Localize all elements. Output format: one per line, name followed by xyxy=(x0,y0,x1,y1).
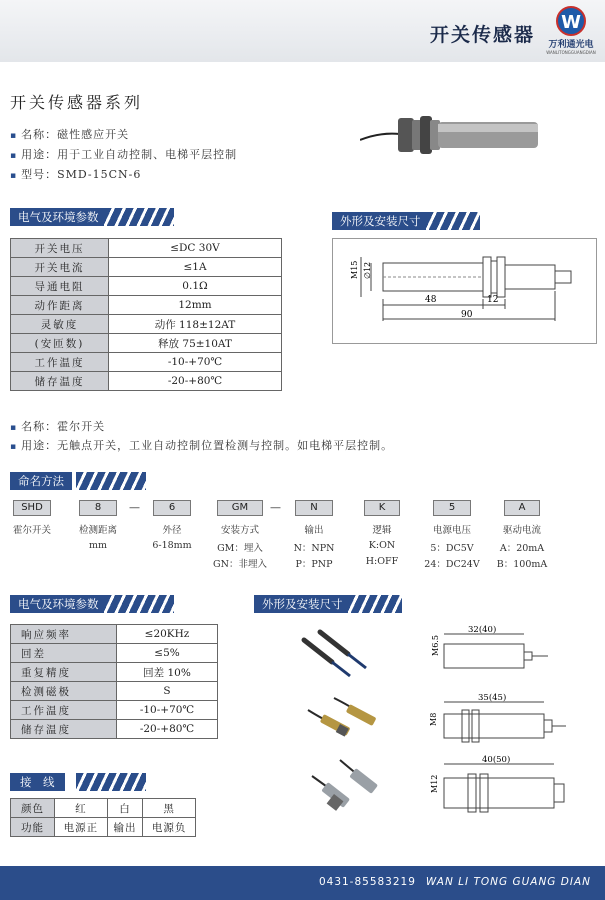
wiring-label: 功能 xyxy=(11,818,55,837)
wiring-label: 颜色 xyxy=(11,799,55,818)
param-value: S xyxy=(117,682,218,701)
param-name: 导通电阻 xyxy=(11,277,109,296)
table-row xyxy=(11,296,282,315)
wiring-table xyxy=(10,798,196,837)
naming-text: 逻辑 xyxy=(372,525,392,536)
section-wiring: 接 线 xyxy=(10,773,160,791)
hall-sensor-photo-3 xyxy=(312,760,378,811)
table-row xyxy=(11,625,218,644)
section-electrical-2: 电气及环境参数 xyxy=(10,595,160,613)
naming-code: A xyxy=(504,500,540,516)
table-row xyxy=(11,372,282,391)
naming-dash: — xyxy=(270,501,281,514)
param-name: 工作温度 xyxy=(11,353,109,372)
param-name: 重复精度 xyxy=(11,663,117,682)
naming-text: 安装方式 xyxy=(220,525,259,536)
param-value: -20-+80℃ xyxy=(117,720,218,739)
table-row xyxy=(11,663,218,682)
naming-text: 电源电压 xyxy=(432,525,471,536)
naming-text: 外径 xyxy=(162,525,182,536)
naming-text: 5：DC5V xyxy=(430,543,474,554)
naming-text: 检测距离 xyxy=(78,525,117,536)
section-dimensions-1: 外形及安装尺寸 xyxy=(332,212,482,230)
param-name: 储存温度 xyxy=(11,372,109,391)
wiring-cell: 白 xyxy=(107,799,143,818)
param-name: (安匝数) xyxy=(11,334,109,353)
product1-model: ▪ 型号：SMD-15CN-6 xyxy=(10,166,141,182)
param-value: -20-+80℃ xyxy=(109,372,282,391)
hall-sensor-photo-2 xyxy=(308,698,376,737)
footer-phone: 0431-85583219 xyxy=(318,876,416,888)
param-value: 动作 118±12AT xyxy=(109,315,282,334)
footer-company-en: WAN LI TONG GUANG DIAN xyxy=(425,876,591,888)
naming-code: GM xyxy=(217,500,263,516)
dim-40-50: 40(50) xyxy=(482,755,511,765)
naming-code: SHD xyxy=(13,500,51,516)
naming-text: N：NPN xyxy=(293,543,335,554)
wiring-cell: 红 xyxy=(55,799,108,818)
wiring-cell: 电源正 xyxy=(55,818,108,837)
wiring-cell: 输出 xyxy=(107,818,143,837)
header-title: 开关传感器 xyxy=(429,24,535,46)
param-name: 检测磁极 xyxy=(11,682,117,701)
param-value: -10-+70℃ xyxy=(109,353,282,372)
product1-name: ▪ 名称：磁性感应开关 xyxy=(10,126,129,142)
electrical-table-1 xyxy=(10,238,282,391)
dim-d12: ∅12 xyxy=(363,261,372,279)
param-name: 回差 xyxy=(11,644,117,663)
dim-m12: M12 xyxy=(430,774,439,793)
param-value: ≤5% xyxy=(117,644,218,663)
dim-35-45: 35(45) xyxy=(478,693,507,703)
param-name: 灵敏度 xyxy=(11,315,109,334)
naming-text: B：100mA xyxy=(496,559,548,570)
naming-code: 5 xyxy=(433,500,471,516)
dim-m8: M8 xyxy=(429,712,438,726)
naming-code: N xyxy=(295,500,333,516)
naming-code: 6 xyxy=(153,500,191,516)
dimension-drawing-1 xyxy=(332,238,597,344)
hall-dimensions-area xyxy=(254,614,598,840)
table-row xyxy=(11,799,196,818)
table-row xyxy=(11,818,196,837)
reed-sensor-photo xyxy=(360,90,550,170)
table-row xyxy=(11,644,218,663)
section-electrical-1: 电气及环境参数 xyxy=(10,208,160,226)
table-row xyxy=(11,720,218,739)
table-row xyxy=(11,239,282,258)
param-value: ≤DC 30V xyxy=(109,239,282,258)
naming-text: 24：DC24V xyxy=(424,559,480,570)
naming-text: GN：非埋入 xyxy=(213,559,267,570)
table-row xyxy=(11,682,218,701)
section-dimensions-2: 外形及安装尺寸 xyxy=(254,595,404,613)
param-value: 0.1Ω xyxy=(109,277,282,296)
param-name: 开关电压 xyxy=(11,239,109,258)
table-row xyxy=(11,701,218,720)
dim-m6-5: M6.5 xyxy=(431,635,440,656)
naming-text: 驱动电流 xyxy=(502,525,541,536)
page-title: 开关传感器系列 xyxy=(10,93,144,112)
product1-use: ▪ 用途：用于工业自动控制、电梯平层控制 xyxy=(10,146,237,162)
product2-use: ▪ 用途：无触点开关，工业自动控制位置检测与控制。如电梯平层控制。 xyxy=(10,437,393,453)
table-row xyxy=(11,315,282,334)
naming-code: 8 xyxy=(79,500,117,516)
param-value: ≤1A xyxy=(109,258,282,277)
param-name: 工作温度 xyxy=(11,701,117,720)
param-value: 12mm xyxy=(109,296,282,315)
naming-text: GM：埋入 xyxy=(217,543,263,554)
naming-text: mm xyxy=(88,540,108,551)
dim-48: 48 xyxy=(425,295,437,305)
electrical-table-2 xyxy=(10,624,218,739)
naming-text: P：PNP xyxy=(295,559,333,570)
dim-90: 90 xyxy=(461,310,473,320)
param-value: ≤20KHz xyxy=(117,625,218,644)
company-logo: W 万利通光电 WANLITONGGUANGDIAN xyxy=(545,6,597,56)
naming-text: K:ON xyxy=(368,540,396,551)
naming-dash: — xyxy=(129,501,140,514)
footer-contact xyxy=(319,876,591,888)
table-row xyxy=(11,277,282,296)
product2-name: ▪ 名称：霍尔开关 xyxy=(10,418,105,434)
param-value: 回差 10% xyxy=(117,663,218,682)
naming-code: K xyxy=(364,500,400,516)
wiring-cell: 黑 xyxy=(143,799,196,818)
section-naming: 命名方法 xyxy=(10,472,160,490)
naming-text: 6-18mm xyxy=(152,540,192,551)
param-name: 动作距离 xyxy=(11,296,109,315)
wiring-cell: 电源负 xyxy=(143,818,196,837)
dim-32-40: 32(40) xyxy=(468,625,497,635)
table-row xyxy=(11,258,282,277)
param-name: 响应频率 xyxy=(11,625,117,644)
hall-sensor-photo-1 xyxy=(304,632,366,676)
naming-text: 霍尔开关 xyxy=(12,525,51,536)
dim-12: 12 xyxy=(487,295,499,305)
param-name: 储存温度 xyxy=(11,720,117,739)
param-value: -10-+70℃ xyxy=(117,701,218,720)
dim-m15: M15 xyxy=(350,260,359,279)
param-value: 释放 75±10AT xyxy=(109,334,282,353)
naming-text: H:OFF xyxy=(365,556,399,567)
naming-text: 输出 xyxy=(304,525,324,536)
param-name: 开关电流 xyxy=(11,258,109,277)
table-row xyxy=(11,334,282,353)
naming-text: A：20mA xyxy=(499,543,545,554)
naming-scheme xyxy=(0,500,605,572)
table-row xyxy=(11,353,282,372)
